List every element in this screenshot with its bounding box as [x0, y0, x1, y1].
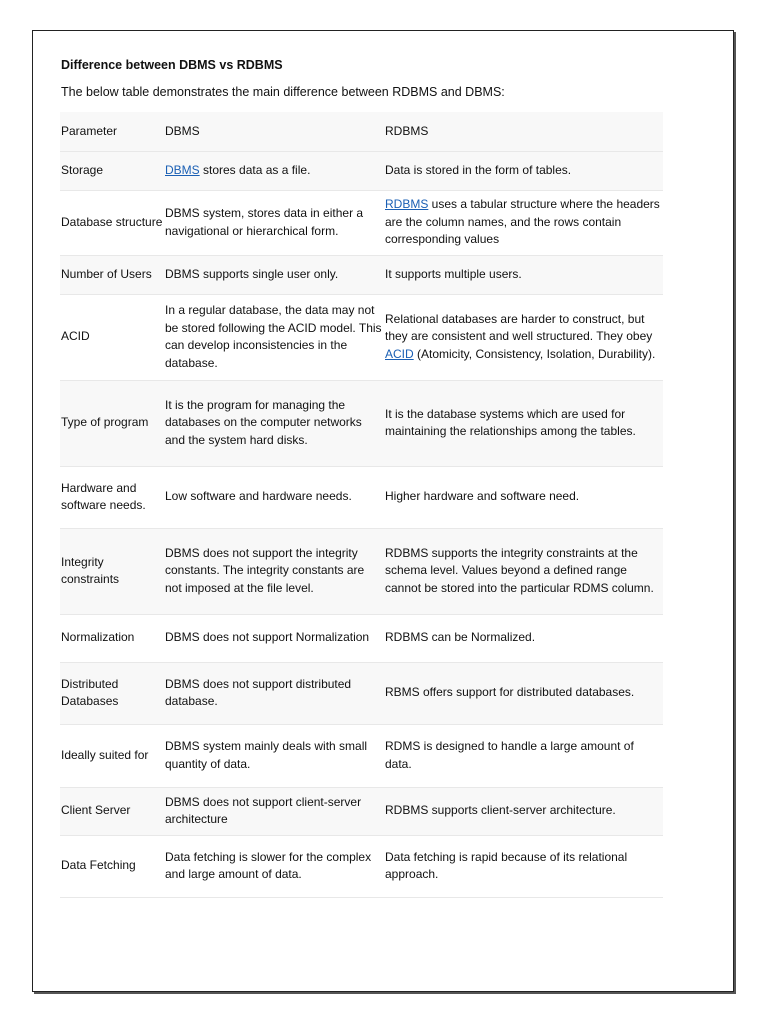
row-rdbms: RDBMS can be Normalized. [385, 630, 536, 645]
header-parameter: Parameter [61, 123, 118, 138]
row-dbms [164, 151, 384, 190]
document-intro: The below table demonstrates the main difference between RDBMS and DBMS: [61, 85, 505, 99]
row-rdbms: RDBMS supports client-server architecture. [385, 803, 616, 818]
row-rdbms: RDMS is designed to handle a large amount of data. [385, 739, 634, 771]
row-dbms: In a regular database, the data may not be stored following the ACID model. This can develop inconsistencies in the database. [165, 303, 382, 370]
row-rdbms [384, 190, 663, 255]
row-parameter: Distributed Databases [61, 676, 119, 708]
table-row [60, 151, 663, 190]
row-parameter: Integrity constraints [61, 554, 120, 586]
header-rdbms: RDBMS [385, 123, 429, 138]
row-parameter: Client Server [61, 803, 131, 818]
row-dbms: DBMS does not support the integrity constants. The integrity constants are not imposed at the file level. [165, 545, 365, 595]
comparison-table [60, 112, 663, 898]
table-header-row [60, 112, 663, 151]
row-parameter: Ideally suited for [61, 747, 149, 762]
header-dbms: DBMS [165, 123, 200, 138]
row-dbms: Low software and hardware needs. [165, 489, 352, 504]
row-dbms-text: stores data as a file. [199, 162, 311, 177]
table-row [60, 255, 663, 294]
row-rdbms: It is the database systems which are used for maintaining the relationships among the tables. [385, 406, 636, 438]
table-row [60, 835, 663, 897]
row-dbms: DBMS system, stores data in either a navigational or hierarchical form. [165, 206, 364, 238]
row-rdbms-text: (Atomicity, Consistency, Isolation, Durability). [413, 346, 656, 361]
row-dbms: DBMS does not support client-server architecture [165, 794, 362, 826]
dbms-link[interactable]: DBMS [165, 162, 200, 177]
row-parameter: Number of Users [61, 266, 152, 281]
row-parameter: Storage [61, 162, 104, 177]
row-rdbms: RBMS offers support for distributed databases. [385, 685, 635, 700]
row-parameter: ACID [61, 329, 90, 344]
table-row [60, 466, 663, 528]
row-parameter: Type of program [61, 415, 149, 430]
row-parameter: Normalization [61, 630, 135, 645]
table-row [60, 787, 663, 835]
row-dbms: DBMS does not support Normalization [165, 630, 370, 645]
rdbms-link[interactable]: RDBMS [385, 197, 429, 212]
row-dbms: DBMS system mainly deals with small quantity of data. [165, 739, 368, 771]
row-parameter: Hardware and software needs. [61, 480, 146, 512]
row-dbms: DBMS supports single user only. [165, 266, 339, 281]
table-row [60, 724, 663, 787]
row-rdbms: Data is stored in the form of tables. [385, 162, 572, 177]
acid-link[interactable]: ACID [385, 346, 414, 361]
row-dbms: Data fetching is slower for the complex and large amount of data. [165, 849, 372, 881]
row-rdbms: Higher hardware and software need. [385, 489, 580, 504]
table-row [60, 380, 663, 466]
row-rdbms [384, 294, 663, 380]
row-rdbms-text: Relational databases are harder to construct, but they are consistent and well structured. They obey [385, 311, 653, 344]
document-title: Difference between DBMS vs RDBMS [61, 58, 283, 72]
table-row [60, 294, 663, 380]
table-row [60, 662, 663, 724]
row-rdbms-text: uses a tabular structure where the headers are the column names, and the rows contain corresponding values [385, 197, 660, 247]
row-rdbms: It supports multiple users. [385, 266, 522, 281]
row-dbms: DBMS does not support distributed database. [165, 676, 352, 708]
row-rdbms: Data fetching is rapid because of its relational approach. [385, 849, 628, 881]
table-row [60, 190, 663, 255]
row-parameter: Data Fetching [61, 858, 136, 873]
row-parameter: Database structure [61, 214, 163, 229]
table-row [60, 614, 663, 662]
row-rdbms: RDBMS supports the integrity constraints at the schema level. Values beyond a defined range cannot be stored into the particular RDMS column. [385, 545, 654, 595]
row-dbms: It is the program for managing the databases on the computer networks and the system hard disks. [165, 397, 362, 447]
table-row [60, 528, 663, 614]
